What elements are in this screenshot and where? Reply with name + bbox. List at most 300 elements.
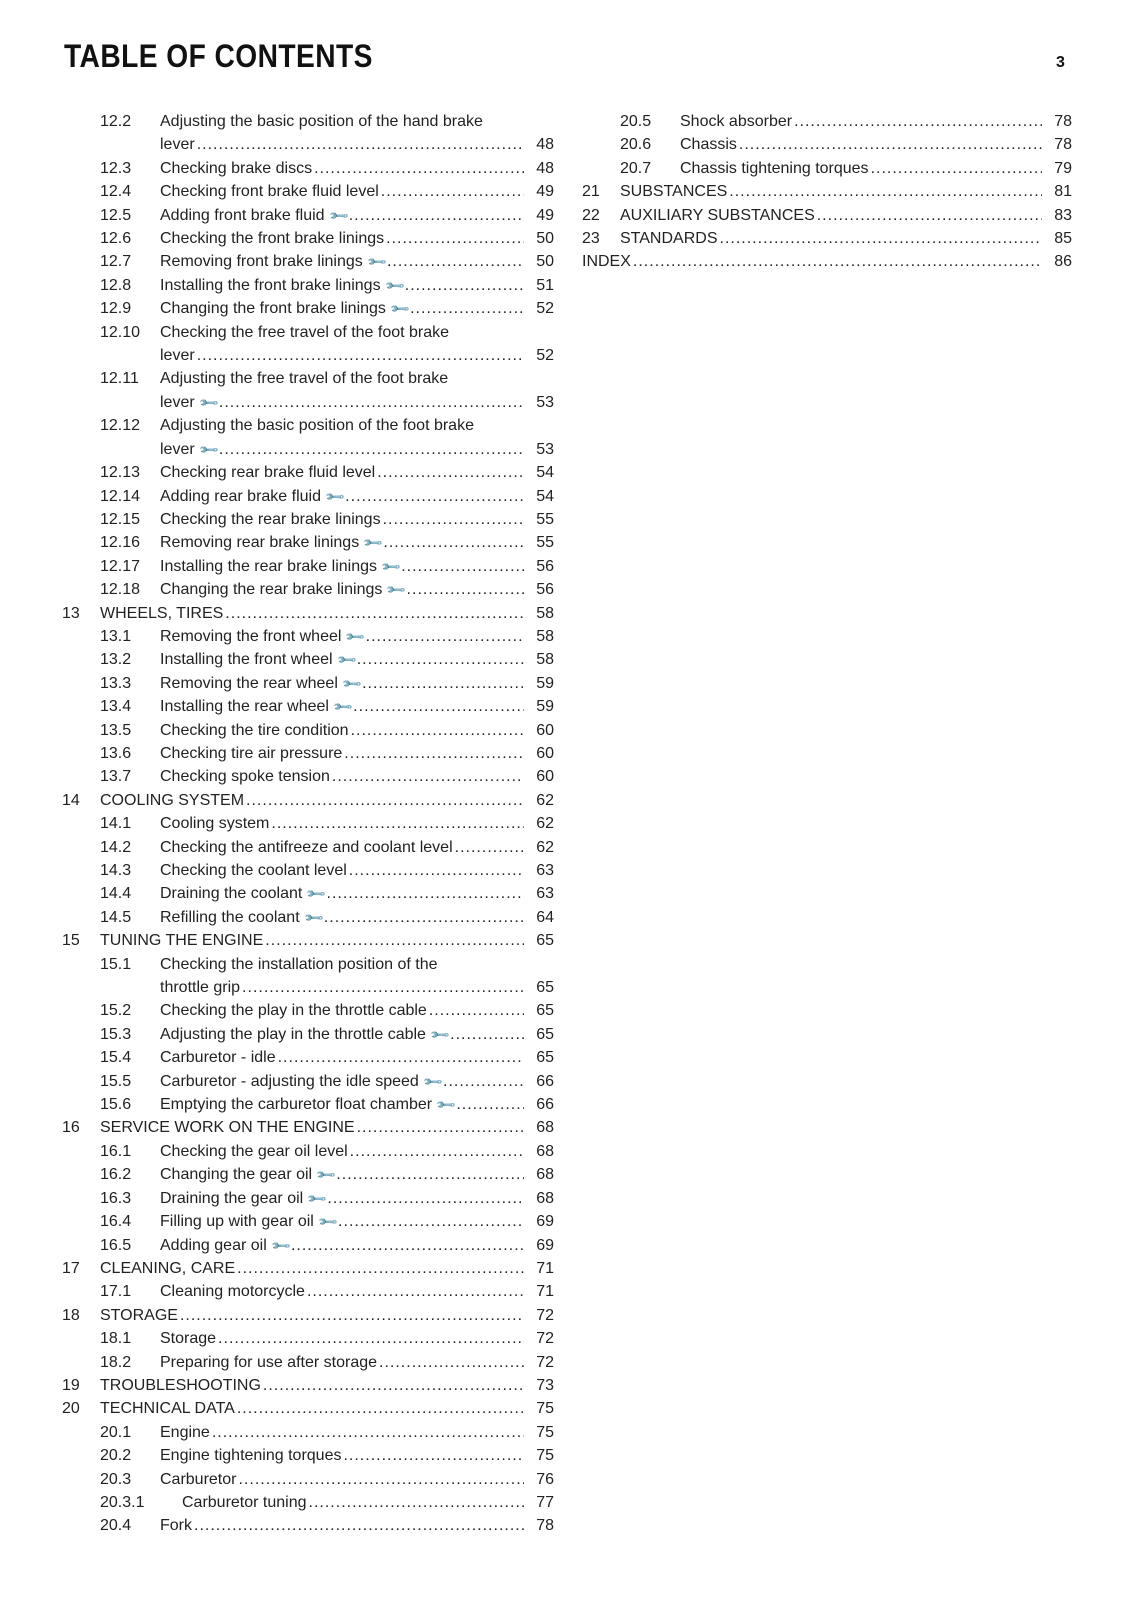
leader-dots bbox=[291, 1234, 524, 1257]
entry-title-continued: throttle grip bbox=[160, 979, 241, 997]
entry-number: 21 bbox=[582, 183, 600, 201]
entry-page: 65 bbox=[536, 1049, 554, 1067]
toc-entry[interactable] bbox=[62, 836, 554, 859]
toc-entry[interactable] bbox=[62, 1491, 554, 1514]
page-number: 3 bbox=[1056, 54, 1065, 71]
entry-number: 16.1 bbox=[100, 1142, 132, 1160]
entry-title: Removing the front wheel bbox=[160, 627, 342, 645]
entry-number: 13.2 bbox=[100, 651, 132, 669]
leader-dots bbox=[194, 1514, 524, 1537]
entry-title: SUBSTANCES bbox=[620, 183, 728, 201]
leader-dots bbox=[237, 1397, 524, 1420]
entry-number: 13.6 bbox=[100, 744, 132, 762]
entry-page: 66 bbox=[536, 1096, 554, 1114]
wrench-icon: 🔧 bbox=[331, 695, 354, 718]
leader-dots bbox=[729, 180, 1042, 203]
entry-number: 19 bbox=[62, 1376, 80, 1394]
entry-number: 16.3 bbox=[100, 1189, 132, 1207]
entry-number: 12.18 bbox=[100, 581, 141, 599]
leader-dots bbox=[219, 391, 524, 414]
leader-dots bbox=[237, 1257, 524, 1280]
entry-title: Checking spoke tension bbox=[160, 768, 330, 786]
toc-entry[interactable] bbox=[62, 1116, 554, 1139]
entry-title: TECHNICAL DATA bbox=[100, 1400, 235, 1418]
toc-entry[interactable] bbox=[62, 812, 554, 835]
entry-title: Checking the gear oil level bbox=[160, 1142, 348, 1160]
entry-page: 64 bbox=[536, 908, 554, 926]
leader-dots bbox=[353, 695, 524, 718]
leader-dots bbox=[450, 1023, 524, 1046]
entry-title: Cleaning motorcycle bbox=[160, 1283, 305, 1301]
entry-page: 56 bbox=[536, 557, 554, 575]
entry-page: 54 bbox=[536, 464, 554, 482]
entry-title: Adjusting the free travel of the foot brake bbox=[160, 370, 449, 388]
entry-number: 14.1 bbox=[100, 815, 132, 833]
entry-page: 49 bbox=[536, 206, 554, 224]
leader-dots bbox=[349, 204, 524, 227]
leader-dots bbox=[410, 297, 524, 320]
toc-right-column bbox=[582, 110, 1072, 274]
toc-entry[interactable] bbox=[62, 1351, 554, 1374]
entry-title: INDEX bbox=[582, 253, 631, 271]
wrench-icon: 🔧 bbox=[421, 1070, 444, 1093]
entry-page: 79 bbox=[1054, 159, 1072, 177]
entry-page: 53 bbox=[536, 440, 554, 458]
leader-dots bbox=[324, 906, 524, 929]
toc-entry[interactable] bbox=[62, 1397, 554, 1420]
leader-dots bbox=[407, 578, 524, 601]
entry-page: 60 bbox=[536, 721, 554, 739]
leader-dots bbox=[263, 1374, 524, 1397]
toc-entry[interactable] bbox=[582, 227, 1072, 250]
toc-entry[interactable] bbox=[62, 1187, 554, 1210]
wrench-icon: 🔧 bbox=[316, 1210, 339, 1233]
entry-title-continued: lever bbox=[160, 347, 195, 365]
leader-dots bbox=[345, 485, 524, 508]
toc-entry[interactable] bbox=[62, 414, 554, 461]
entry-number: 15.3 bbox=[100, 1025, 132, 1043]
toc-entry[interactable] bbox=[62, 742, 554, 765]
entry-page: 58 bbox=[536, 651, 554, 669]
entry-title: TUNING THE ENGINE bbox=[100, 932, 264, 950]
entry-title: Removing front brake linings bbox=[160, 253, 363, 271]
wrench-icon: 🔧 bbox=[385, 578, 408, 601]
toc-entry[interactable] bbox=[62, 1444, 554, 1467]
entry-number: 15 bbox=[62, 932, 80, 950]
toc-entry[interactable] bbox=[62, 672, 554, 695]
entry-page: 48 bbox=[536, 159, 554, 177]
entry-number: 15.5 bbox=[100, 1072, 132, 1090]
entry-title: Adjusting the basic position of the foot brake bbox=[160, 417, 474, 435]
toc-entry[interactable] bbox=[62, 367, 554, 414]
entry-title: Emptying the carburetor float chamber bbox=[160, 1096, 433, 1114]
leader-dots bbox=[336, 1163, 524, 1186]
leader-dots bbox=[456, 1093, 524, 1116]
entry-number: 15.2 bbox=[100, 1002, 132, 1020]
entry-page: 48 bbox=[536, 136, 554, 154]
entry-title: Installing the front brake linings bbox=[160, 276, 381, 294]
entry-title: Checking the rear brake linings bbox=[160, 510, 381, 528]
toc-entry[interactable] bbox=[582, 180, 1072, 203]
leader-dots bbox=[242, 976, 524, 999]
wrench-icon: 🔧 bbox=[428, 1023, 451, 1046]
entry-title: WHEELS, TIRES bbox=[100, 604, 224, 622]
entry-title: Checking rear brake fluid level bbox=[160, 464, 376, 482]
leader-dots bbox=[379, 1351, 524, 1374]
toc-entry[interactable] bbox=[62, 602, 554, 625]
leader-dots bbox=[309, 1491, 524, 1514]
toc-entry[interactable] bbox=[62, 1327, 554, 1350]
entry-number: 15.6 bbox=[100, 1096, 132, 1114]
entry-page: 81 bbox=[1054, 183, 1072, 201]
entry-title: Engine bbox=[160, 1423, 210, 1441]
entry-page: 68 bbox=[536, 1119, 554, 1137]
leader-dots bbox=[314, 157, 524, 180]
toc-entry[interactable] bbox=[62, 1140, 554, 1163]
toc-entry[interactable] bbox=[62, 1046, 554, 1069]
entry-title: Fork bbox=[160, 1517, 192, 1535]
entry-number: 20.6 bbox=[620, 136, 652, 154]
entry-number: 13 bbox=[62, 604, 80, 622]
toc-entry[interactable] bbox=[62, 789, 554, 812]
entry-page: 76 bbox=[536, 1470, 554, 1488]
entry-number: 20 bbox=[62, 1400, 80, 1418]
toc-entry[interactable] bbox=[62, 765, 554, 788]
toc-entry[interactable] bbox=[62, 1280, 554, 1303]
entry-page: 63 bbox=[536, 885, 554, 903]
entry-page: 50 bbox=[536, 253, 554, 271]
entry-page: 86 bbox=[1054, 253, 1072, 271]
entry-title-continued: lever bbox=[160, 393, 195, 411]
entry-page: 69 bbox=[536, 1236, 554, 1254]
toc-entry[interactable] bbox=[62, 929, 554, 952]
wrench-icon: 🔧 bbox=[388, 297, 411, 320]
entry-page: 59 bbox=[536, 698, 554, 716]
entry-page: 65 bbox=[536, 1002, 554, 1020]
toc-entry[interactable] bbox=[582, 250, 1072, 273]
toc-entry[interactable] bbox=[62, 1023, 554, 1046]
wrench-icon: 🔧 bbox=[306, 1187, 329, 1210]
entry-title: Filling up with gear oil bbox=[160, 1213, 314, 1231]
entry-page: 69 bbox=[536, 1213, 554, 1231]
entry-title: Carburetor tuning bbox=[182, 1493, 307, 1511]
toc-entry[interactable] bbox=[62, 906, 554, 929]
entry-number: 15.4 bbox=[100, 1049, 132, 1067]
entry-number: 12.6 bbox=[100, 230, 132, 248]
toc-entry[interactable] bbox=[62, 1163, 554, 1186]
wrench-icon: 🔧 bbox=[344, 625, 367, 648]
entry-page: 72 bbox=[536, 1330, 554, 1348]
entry-title: Checking the installation position of the bbox=[160, 955, 438, 973]
leader-dots bbox=[351, 719, 524, 742]
toc-entry[interactable] bbox=[62, 110, 554, 157]
toc-entry[interactable] bbox=[62, 508, 554, 531]
toc-entry[interactable] bbox=[62, 1374, 554, 1397]
wrench-icon: 🔧 bbox=[302, 906, 325, 929]
entry-title: Carburetor - idle bbox=[160, 1049, 276, 1067]
entry-title: SERVICE WORK ON THE ENGINE bbox=[100, 1119, 355, 1137]
leader-dots bbox=[271, 812, 524, 835]
leader-dots bbox=[405, 274, 524, 297]
entry-page: 68 bbox=[536, 1189, 554, 1207]
leader-dots bbox=[383, 508, 524, 531]
leader-dots bbox=[197, 344, 524, 367]
entry-number: 16.4 bbox=[100, 1213, 132, 1231]
entry-number: 18.2 bbox=[100, 1353, 132, 1371]
entry-title: Checking the coolant level bbox=[160, 862, 347, 879]
entry-number: 12.13 bbox=[100, 464, 141, 482]
leader-dots bbox=[246, 789, 524, 812]
entry-title-continued: lever bbox=[160, 136, 195, 154]
entry-page: 65 bbox=[536, 1025, 554, 1043]
entry-title: Checking the tire condition bbox=[160, 721, 349, 739]
entry-number: 13.5 bbox=[100, 721, 132, 739]
leader-dots bbox=[225, 602, 524, 625]
entry-number: 17.1 bbox=[100, 1283, 132, 1301]
entry-number: 12.3 bbox=[100, 159, 132, 177]
leader-dots bbox=[429, 999, 524, 1022]
leader-dots bbox=[387, 250, 524, 273]
entry-title: Storage bbox=[160, 1330, 217, 1348]
wrench-icon: 🔧 bbox=[315, 1163, 338, 1186]
entry-page: 50 bbox=[536, 230, 554, 248]
entry-title: Checking tire air pressure bbox=[160, 744, 343, 762]
entry-page: 75 bbox=[536, 1447, 554, 1465]
toc-entry[interactable] bbox=[62, 1210, 554, 1233]
toc-entry[interactable] bbox=[62, 461, 554, 484]
leader-dots bbox=[197, 133, 524, 156]
leader-dots bbox=[332, 765, 524, 788]
leader-dots bbox=[327, 882, 525, 905]
entry-number: 14.5 bbox=[100, 908, 132, 926]
toc-entry[interactable] bbox=[62, 859, 554, 882]
entry-title: Cooling system bbox=[160, 815, 270, 833]
entry-page: 66 bbox=[536, 1072, 554, 1090]
leader-dots bbox=[443, 1070, 524, 1093]
entry-page: 72 bbox=[536, 1306, 554, 1324]
toc-entry[interactable] bbox=[62, 180, 554, 203]
entry-title: STORAGE bbox=[100, 1306, 178, 1324]
entry-page: 78 bbox=[536, 1517, 554, 1535]
entry-title: Chassis tightening torques bbox=[680, 159, 869, 177]
toc-entry[interactable] bbox=[62, 227, 554, 250]
entry-page: 68 bbox=[536, 1142, 554, 1160]
toc-entry[interactable] bbox=[62, 999, 554, 1022]
entry-page: 49 bbox=[536, 183, 554, 201]
entry-number: 18 bbox=[62, 1306, 80, 1324]
wrench-icon: 🔧 bbox=[435, 1093, 458, 1116]
toc-entry[interactable] bbox=[62, 625, 554, 648]
entry-page: 53 bbox=[536, 393, 554, 411]
entry-number: 16.5 bbox=[100, 1236, 132, 1254]
entry-title: Adjusting the play in the throttle cable bbox=[160, 1025, 426, 1043]
entry-title: Preparing for use after storage bbox=[160, 1353, 378, 1371]
entry-number: 12.9 bbox=[100, 300, 132, 318]
toc-entry[interactable] bbox=[62, 274, 554, 297]
leader-dots bbox=[219, 438, 524, 461]
entry-page: 60 bbox=[536, 744, 554, 762]
entry-title: Checking front brake fluid level bbox=[160, 183, 379, 201]
toc-entry[interactable] bbox=[62, 648, 554, 671]
toc-entry[interactable] bbox=[62, 1514, 554, 1537]
entry-page: 75 bbox=[536, 1400, 554, 1418]
wrench-icon: 🔧 bbox=[197, 438, 220, 461]
entry-title: Adding gear oil bbox=[160, 1236, 267, 1254]
entry-page: 65 bbox=[536, 932, 554, 950]
entry-title: Draining the coolant bbox=[160, 885, 303, 903]
entry-title: Carburetor bbox=[160, 1470, 237, 1488]
toc-entry[interactable] bbox=[62, 321, 554, 368]
toc-entry[interactable] bbox=[582, 110, 1072, 133]
leader-dots bbox=[633, 250, 1042, 273]
entry-title: Carburetor - adjusting the idle speed bbox=[160, 1072, 419, 1090]
entry-page: 51 bbox=[536, 276, 554, 294]
entry-number: 12.14 bbox=[100, 487, 141, 505]
toc-entry[interactable] bbox=[62, 1304, 554, 1327]
toc-left-column bbox=[62, 110, 554, 1538]
entry-title: TROUBLESHOOTING bbox=[100, 1376, 261, 1394]
leader-dots bbox=[238, 1468, 524, 1491]
wrench-icon: 🔧 bbox=[269, 1234, 292, 1257]
wrench-icon: 🔧 bbox=[305, 882, 328, 905]
leader-dots bbox=[357, 648, 524, 671]
entry-title: Checking the play in the throttle cable bbox=[160, 1002, 427, 1020]
leader-dots bbox=[383, 531, 524, 554]
entry-title-continued: lever bbox=[160, 440, 195, 458]
entry-title: Installing the rear brake linings bbox=[160, 557, 378, 575]
toc-entry[interactable] bbox=[62, 1093, 554, 1116]
toc-entry[interactable] bbox=[582, 157, 1072, 180]
entry-number: 20.3.1 bbox=[100, 1493, 145, 1511]
entry-title: Changing the front brake linings bbox=[160, 300, 386, 318]
entry-number: 22 bbox=[582, 206, 600, 224]
entry-number: 14.3 bbox=[100, 862, 132, 879]
entry-title: Checking the antifreeze and coolant level bbox=[160, 838, 453, 856]
entry-page: 55 bbox=[536, 534, 554, 552]
wrench-icon: 🔧 bbox=[340, 672, 363, 695]
entry-title: STANDARDS bbox=[620, 230, 718, 248]
entry-number: 13.4 bbox=[100, 698, 132, 716]
entry-number: 12.5 bbox=[100, 206, 132, 224]
leader-dots bbox=[349, 859, 524, 882]
entry-title: Refilling the coolant bbox=[160, 908, 300, 926]
toc-entry[interactable] bbox=[62, 953, 554, 1000]
toc-entry[interactable] bbox=[62, 1234, 554, 1257]
entry-title: Checking brake discs bbox=[160, 159, 313, 177]
entry-number: 20.2 bbox=[100, 1447, 132, 1465]
entry-number: 20.7 bbox=[620, 159, 652, 177]
entry-number: 12.11 bbox=[100, 370, 139, 388]
leader-dots bbox=[338, 1210, 524, 1233]
wrench-icon: 🔧 bbox=[323, 485, 346, 508]
entry-number: 15.1 bbox=[100, 955, 132, 973]
wrench-icon: 🔧 bbox=[197, 391, 220, 414]
leader-dots bbox=[278, 1046, 524, 1069]
entry-number: 16 bbox=[62, 1119, 80, 1137]
entry-page: 71 bbox=[536, 1259, 554, 1277]
toc-entry[interactable] bbox=[62, 695, 554, 718]
leader-dots bbox=[381, 180, 524, 203]
entry-page: 75 bbox=[536, 1423, 554, 1441]
toc-entry[interactable] bbox=[62, 1257, 554, 1280]
toc-entry[interactable] bbox=[62, 578, 554, 601]
leader-dots bbox=[344, 742, 524, 765]
entry-number: 12.16 bbox=[100, 534, 141, 552]
toc-entry[interactable] bbox=[62, 719, 554, 742]
leader-dots bbox=[377, 461, 524, 484]
toc-entry[interactable] bbox=[62, 882, 554, 905]
entry-number: 20.4 bbox=[100, 1517, 132, 1535]
wrench-icon: 🔧 bbox=[335, 648, 358, 671]
wrench-icon: 🔧 bbox=[365, 250, 388, 274]
entry-number: 13.3 bbox=[100, 674, 132, 692]
entry-page: 73 bbox=[536, 1376, 554, 1394]
entry-number: 12.7 bbox=[100, 253, 132, 271]
leader-dots bbox=[401, 555, 524, 578]
toc-entry[interactable] bbox=[582, 204, 1072, 227]
entry-number: 16.2 bbox=[100, 1166, 132, 1184]
entry-number: 13.1 bbox=[100, 627, 132, 645]
entry-title: Removing the rear wheel bbox=[160, 674, 338, 692]
entry-title: Installing the rear wheel bbox=[160, 698, 329, 716]
toc-entry[interactable] bbox=[62, 157, 554, 180]
entry-page: 77 bbox=[536, 1493, 554, 1511]
entry-title: Removing rear brake linings bbox=[160, 534, 360, 552]
leader-dots bbox=[357, 1116, 524, 1139]
leader-dots bbox=[871, 157, 1042, 180]
entry-title: Chassis bbox=[680, 136, 737, 154]
entry-title: Installing the front wheel bbox=[160, 651, 333, 669]
entry-title: Shock absorber bbox=[680, 113, 793, 130]
toc-entry[interactable] bbox=[62, 250, 554, 273]
entry-page: 54 bbox=[536, 487, 554, 505]
leader-dots bbox=[350, 1140, 524, 1163]
entry-number: 23 bbox=[582, 230, 600, 248]
toc-entry[interactable] bbox=[62, 1468, 554, 1491]
leader-dots bbox=[362, 672, 524, 695]
leader-dots bbox=[307, 1280, 524, 1303]
entry-number: 20.5 bbox=[620, 113, 652, 130]
entry-page: 58 bbox=[536, 604, 554, 622]
entry-title: COOLING SYSTEM bbox=[100, 791, 245, 809]
entry-number: 12.10 bbox=[100, 323, 141, 341]
entry-page: 83 bbox=[1054, 206, 1072, 224]
leader-dots bbox=[720, 227, 1043, 250]
entry-number: 20.1 bbox=[100, 1423, 132, 1441]
toc-entry[interactable] bbox=[62, 1070, 554, 1093]
entry-page: 52 bbox=[536, 347, 554, 365]
entry-title: Draining the gear oil bbox=[160, 1189, 304, 1207]
entry-page: 71 bbox=[536, 1283, 554, 1301]
toc-entry[interactable] bbox=[62, 297, 554, 320]
toc-entry[interactable] bbox=[62, 1421, 554, 1444]
entry-title: Engine tightening torques bbox=[160, 1447, 342, 1465]
toc-entry[interactable] bbox=[582, 133, 1072, 156]
entry-title: Changing the gear oil bbox=[160, 1166, 313, 1184]
toc-entry[interactable] bbox=[62, 531, 554, 554]
entry-title: Adjusting the basic position of the hand brake bbox=[160, 113, 483, 130]
toc-entry[interactable] bbox=[62, 555, 554, 578]
entry-page: 60 bbox=[536, 768, 554, 786]
toc-entry[interactable] bbox=[62, 204, 554, 227]
entry-page: 59 bbox=[536, 674, 554, 692]
entry-number: 12.2 bbox=[100, 113, 132, 130]
wrench-icon: 🔧 bbox=[383, 274, 406, 297]
entry-title: Checking the front brake linings bbox=[160, 230, 385, 248]
entry-title: CLEANING, CARE bbox=[100, 1259, 236, 1277]
toc-entry[interactable] bbox=[62, 485, 554, 508]
leader-dots bbox=[366, 625, 524, 648]
